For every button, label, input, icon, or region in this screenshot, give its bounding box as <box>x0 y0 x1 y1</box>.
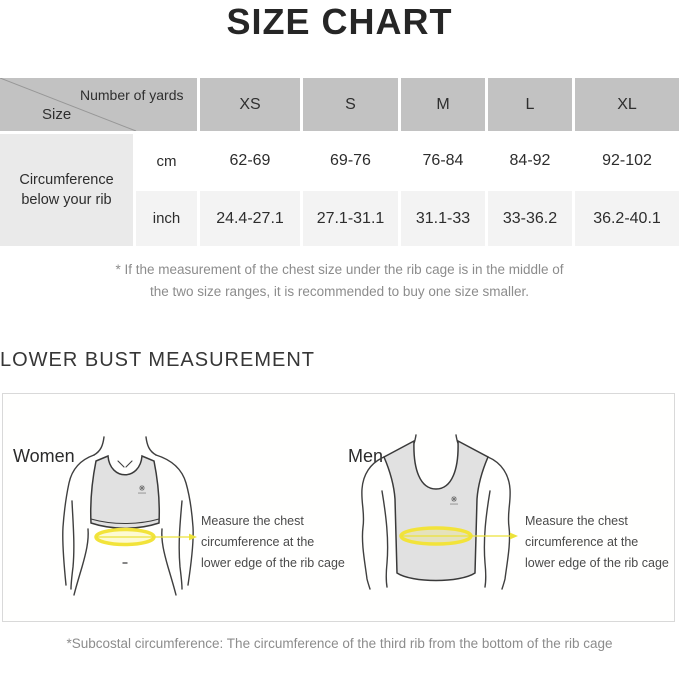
table-cell-inch-xl: 36.2-40.1 <box>575 191 679 246</box>
men-caption-line3: lower edge of the rib cage <box>525 556 669 570</box>
column-header-s: S <box>303 78 398 131</box>
men-label: Men <box>348 446 384 466</box>
women-caption-line3: lower edge of the rib cage <box>201 556 345 570</box>
table-cell-inch-m: 31.1-33 <box>401 191 485 246</box>
size-note-line1: * If the measurement of the chest size under the rib cage is in the middle of <box>115 262 564 277</box>
table-cell-cm-xs: 62-69 <box>200 134 300 188</box>
sports-bra-garment <box>91 456 160 528</box>
women-label: Women <box>13 446 75 466</box>
table-cell-inch-l: 33-36.2 <box>488 191 572 246</box>
women-caption <box>201 511 361 574</box>
table-cell-cm-xl: 92-102 <box>575 134 679 188</box>
tank-top-garment <box>384 441 488 581</box>
table-cell-cm-s: 69-76 <box>303 134 398 188</box>
table-cell-cm-l: 84-92 <box>488 134 572 188</box>
men-caption-line2: circumference at the <box>525 535 639 549</box>
men-caption-line1: Measure the chest <box>525 514 628 528</box>
size-table <box>0 78 679 246</box>
column-header-xs: XS <box>200 78 300 131</box>
row-header: Circumference below your rib <box>0 134 133 246</box>
column-header-xl: XL <box>575 78 679 131</box>
unit-cm: cm <box>136 134 197 188</box>
corner-label-columns: Number of yards <box>80 87 184 103</box>
unit-inch: inch <box>136 191 197 246</box>
women-caption-line1: Measure the chest <box>201 514 304 528</box>
women-figure-illustration <box>58 435 198 597</box>
table-corner-cell <box>0 78 197 131</box>
size-note-line2: the two size ranges, it is recommended to buy one size smaller. <box>150 284 529 299</box>
column-header-l: L <box>488 78 572 131</box>
women-caption-line2: circumference at the <box>201 535 315 549</box>
table-cell-cm-m: 76-84 <box>401 134 485 188</box>
men-figure-illustration <box>356 433 521 593</box>
men-caption <box>525 511 679 574</box>
measurement-diagram <box>2 393 675 622</box>
section-heading: LOWER BUST MEASUREMENT <box>0 349 315 371</box>
table-cell-inch-xs: 24.4-27.1 <box>200 191 300 246</box>
diagonal-divider <box>0 78 197 131</box>
column-header-m: M <box>401 78 485 131</box>
size-note <box>0 259 679 303</box>
corner-label-rows: Size <box>42 106 72 123</box>
page-title: SIZE CHART <box>226 1 453 42</box>
subcostal-footnote: *Subcostal circumference: The circumference of the third rib from the bottom of the rib cage <box>66 636 613 651</box>
table-cell-inch-s: 27.1-31.1 <box>303 191 398 246</box>
clavicle-marks <box>118 461 132 467</box>
